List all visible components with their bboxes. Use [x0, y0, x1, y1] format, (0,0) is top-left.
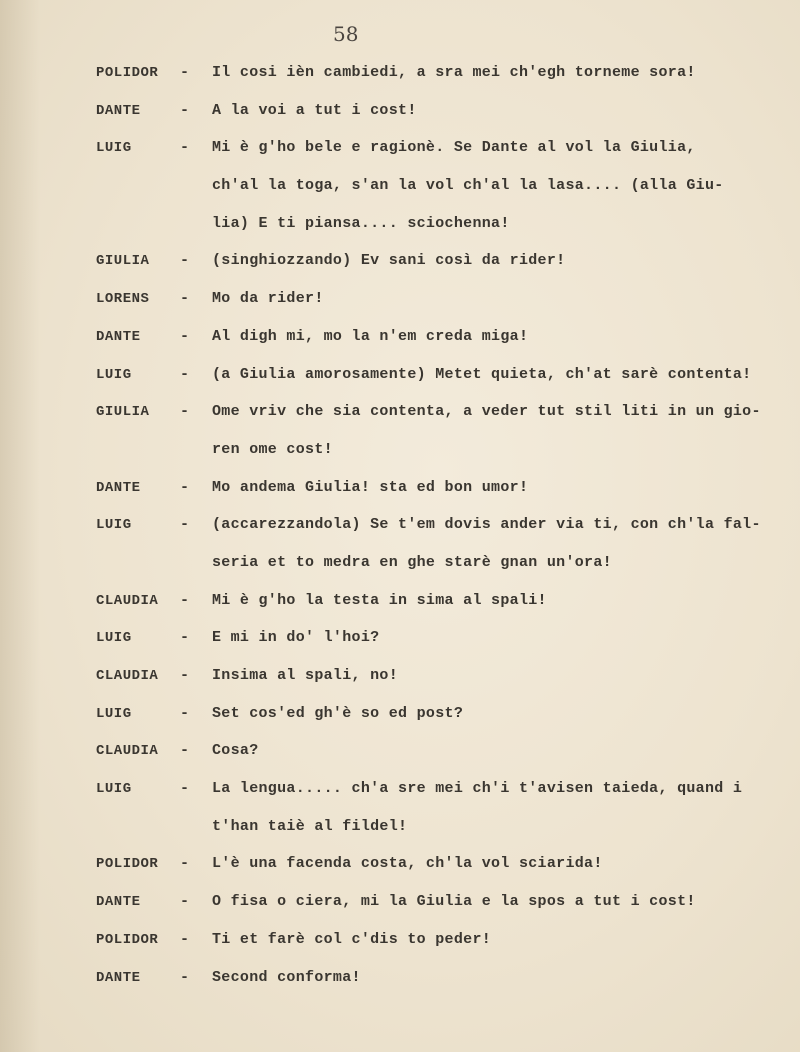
- speaker-name: LUIG: [96, 705, 132, 722]
- dialogue-text: seria et to medra en ghe starè gnan un'ora!: [212, 553, 612, 571]
- speaker-name: LORENS: [96, 291, 150, 308]
- dialogue-text: Set cos'ed gh'è so ed post?: [212, 704, 464, 722]
- script-body: [0, 58, 800, 1000]
- speaker-name: LUIG: [96, 366, 132, 383]
- dialogue-text: t'han taiè al fildel!: [212, 817, 408, 835]
- script-line: [0, 133, 800, 171]
- speaker-dash: -: [180, 704, 190, 722]
- speaker-dash: -: [180, 252, 190, 270]
- dialogue-text: lia) E ti piansa.... sciochenna!: [212, 214, 510, 232]
- script-line: [0, 171, 800, 209]
- speaker-dash: -: [180, 968, 190, 986]
- dialogue-text: (singhiozzando) Ev sani così da rider!: [212, 252, 566, 270]
- page-number: 58: [333, 22, 359, 46]
- speaker-name: POLIDOR: [96, 856, 159, 873]
- speaker-dash: -: [180, 64, 190, 81]
- dialogue-text: Cosa?: [212, 742, 259, 760]
- script-line: [0, 473, 800, 511]
- dialogue-text: Ome vriv che sia contenta, a veder tut stil liti in un gio-: [212, 403, 761, 421]
- speaker-name: DANTE: [96, 479, 141, 496]
- speaker-dash: -: [180, 327, 190, 345]
- dialogue-text: ren ome cost!: [212, 440, 333, 458]
- speaker-dash: -: [180, 516, 190, 534]
- script-line: [0, 209, 800, 247]
- speaker-name: LUIG: [96, 781, 132, 798]
- script-line: [0, 58, 800, 96]
- speaker-dash: -: [180, 855, 190, 873]
- script-line: [0, 774, 800, 812]
- script-line: [0, 548, 800, 586]
- dialogue-text: L'è una facenda costa, ch'la vol sciarida!: [212, 855, 603, 873]
- speaker-dash: -: [180, 403, 190, 421]
- script-line: [0, 510, 800, 548]
- dialogue-text: Insima al spali, no!: [212, 667, 399, 684]
- dialogue-text: Al digh mi, mo la n'em creda miga!: [212, 327, 529, 345]
- script-line: [0, 435, 800, 473]
- speaker-dash: -: [180, 591, 190, 609]
- script-line: [0, 887, 800, 925]
- dialogue-text: O fisa o ciera, mi la Giulia e la spos a tut i cost!: [212, 893, 696, 911]
- script-line: [0, 246, 800, 284]
- speaker-dash: -: [180, 365, 190, 383]
- script-line: [0, 96, 800, 134]
- speaker-name: CLAUDIA: [96, 743, 159, 760]
- script-line: [0, 623, 800, 661]
- dialogue-text: Mo andema Giulia! sta ed bon umor!: [212, 478, 529, 496]
- dialogue-text: Mi è g'ho bele e ragionè. Se Dante al vol la Giulia,: [212, 139, 696, 157]
- speaker-name: DANTE: [96, 328, 141, 345]
- script-line: [0, 963, 800, 1001]
- speaker-name: GIULIA: [96, 253, 150, 270]
- script-line: [0, 661, 800, 699]
- dialogue-text: Il cosi ièn cambiedi, a sra mei ch'egh torneme sora!: [212, 64, 696, 81]
- script-line: [0, 849, 800, 887]
- speaker-dash: -: [180, 893, 190, 911]
- speaker-name: CLAUDIA: [96, 668, 159, 684]
- speaker-name: DANTE: [96, 102, 141, 119]
- speaker-name: LUIG: [96, 517, 132, 534]
- script-line: [0, 812, 800, 850]
- speaker-dash: -: [180, 101, 190, 119]
- dialogue-text: (a Giulia amorosamente) Metet quieta, ch'at sarè contenta!: [212, 365, 752, 383]
- speaker-dash: -: [180, 478, 190, 496]
- speaker-name: POLIDOR: [96, 931, 159, 948]
- dialogue-text: A la voi a tut i cost!: [212, 101, 417, 119]
- dialogue-text: Mi è g'ho la testa in sima al spali!: [212, 591, 547, 609]
- speaker-name: GIULIA: [96, 404, 150, 421]
- speaker-dash: -: [180, 629, 190, 647]
- script-line: [0, 925, 800, 963]
- speaker-name: DANTE: [96, 894, 141, 911]
- script-line: [0, 397, 800, 435]
- speaker-name: LUIG: [96, 140, 132, 157]
- dialogue-text: La lengua..... ch'a sre mei ch'i t'avisen taieda, quand i: [212, 780, 743, 798]
- speaker-dash: -: [180, 742, 190, 760]
- script-line: [0, 586, 800, 624]
- script-line: [0, 284, 800, 322]
- speaker-dash: -: [180, 930, 190, 948]
- dialogue-text: Second conforma!: [212, 968, 361, 986]
- script-line: [0, 360, 800, 398]
- dialogue-text: ch'al la toga, s'an la vol ch'al la lasa.... (alla Giu-: [212, 177, 724, 195]
- dialogue-text: (accarezzandola) Se t'em dovis ander via ti, con ch'la fal-: [212, 516, 761, 534]
- speaker-dash: -: [180, 290, 190, 308]
- dialogue-text: E mi in do' l'hoi?: [212, 629, 380, 647]
- dialogue-text: Ti et farè col c'dis to peder!: [212, 930, 492, 948]
- speaker-name: POLIDOR: [96, 65, 159, 81]
- speaker-dash: -: [180, 780, 190, 798]
- speaker-name: DANTE: [96, 969, 141, 986]
- speaker-dash: -: [180, 667, 190, 684]
- dialogue-text: Mo da rider!: [212, 290, 324, 308]
- speaker-dash: -: [180, 139, 190, 157]
- script-line: [0, 699, 800, 737]
- speaker-name: LUIG: [96, 630, 132, 647]
- script-line: [0, 322, 800, 360]
- script-line: [0, 736, 800, 774]
- speaker-name: CLAUDIA: [96, 592, 159, 609]
